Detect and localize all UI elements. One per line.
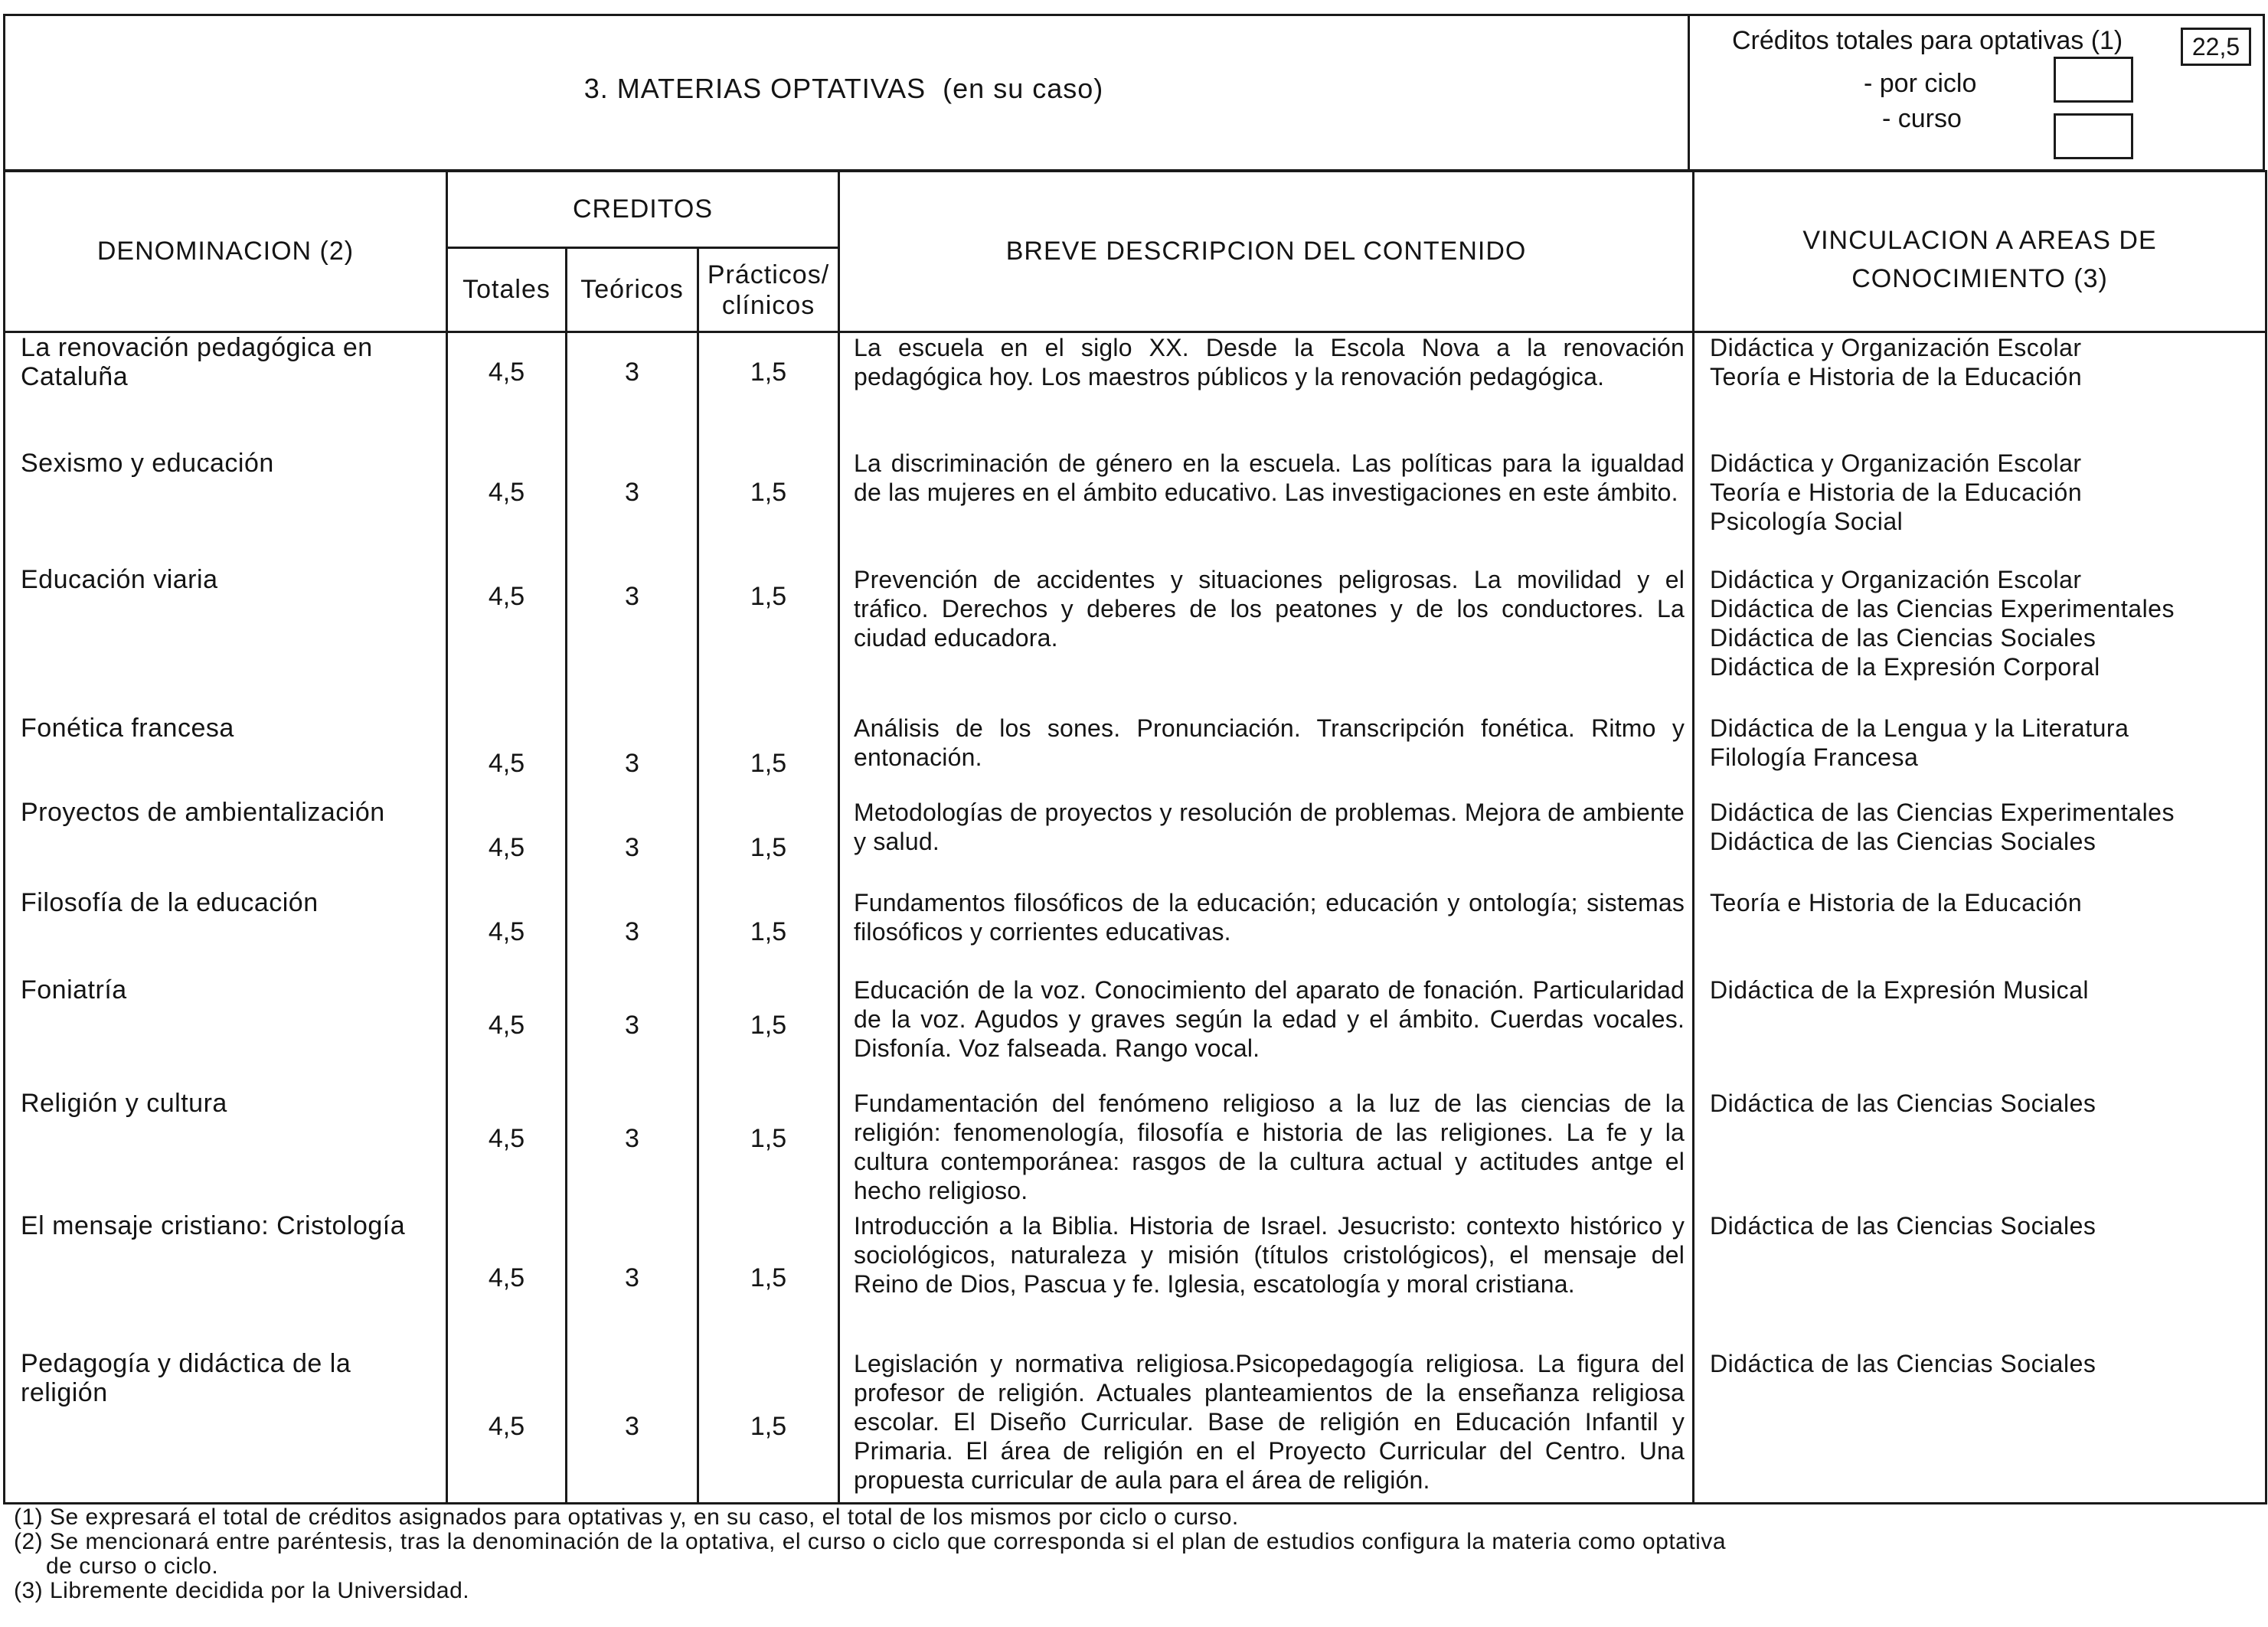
table-row	[5, 714, 2266, 798]
total-credits-box: 22,5	[2181, 28, 2251, 66]
footnote-3: (3) Libremente decidida por la Universidad.	[14, 1578, 470, 1603]
teoricos-cell: 3	[567, 332, 698, 449]
area-item: Didáctica de la Lengua y la Literatura	[1710, 714, 2129, 742]
section-title-note: (en su caso)	[943, 73, 1104, 104]
areas-cell	[1694, 888, 2266, 975]
areas-cell	[1694, 332, 2266, 449]
practicos-cell: 1,5	[698, 975, 839, 1089]
denominacion-cell: El mensaje cristiano: Cristología	[5, 1211, 447, 1349]
practicos-cell: 1,5	[698, 332, 839, 449]
area-item: Teoría e Historia de la Educación	[1710, 478, 2083, 506]
area-item: Psicología Social	[1710, 507, 1904, 535]
footnote-2: (2) Se mencionará entre paréntesis, tras la denominación de la optativa, el curso o ciclo que corresponda si el plan de estudios configura la materia como optativa	[14, 1529, 1727, 1554]
col-practicos-line2: clínicos	[721, 290, 815, 320]
descripcion-cell: Fundamentos filosóficos de la educación; educación y ontología; sistemas filosóficos y corrientes educativas.	[839, 888, 1694, 975]
area-item: Filología Francesa	[1710, 743, 1919, 771]
footnotes	[14, 1505, 2234, 1603]
table-row	[5, 888, 2266, 975]
denominacion-cell: La renovación pedagógica en Cataluña	[5, 332, 447, 449]
table-row	[5, 798, 2266, 888]
col-vinculacion-line2: CONOCIMIENTO (3)	[1851, 263, 2108, 293]
col-descripcion: BREVE DESCRIPCION DEL CONTENIDO	[839, 172, 1694, 332]
area-item: Didáctica de las Ciencias Experimentales	[1710, 798, 2175, 826]
totales-cell: 4,5	[447, 798, 567, 888]
table-row	[5, 332, 2266, 449]
descripcion-cell: La discriminación de género en la escuela. Las políticas para la igualdad de las mujeres en el ámbito educativo. Las investigaciones en este ámbito.	[839, 449, 1694, 565]
totales-cell: 4,5	[447, 1211, 567, 1349]
col-teoricos: Teóricos	[567, 248, 698, 332]
descripcion-cell: La escuela en el siglo XX. Desde la Escola Nova a la renovación pedagógica hoy. Los maestros públicos y la renovación pedagógica.	[839, 332, 1694, 449]
area-item: Didáctica y Organización Escolar	[1710, 334, 2082, 361]
area-item: Teoría e Historia de la Educación	[1710, 363, 2083, 390]
table-row	[5, 449, 2266, 565]
practicos-cell: 1,5	[698, 449, 839, 565]
area-item: Didáctica de las Ciencias Sociales	[1710, 827, 2096, 855]
areas-cell	[1694, 1349, 2266, 1504]
table-row	[5, 565, 2266, 714]
col-vinculacion	[1694, 172, 2266, 332]
practicos-cell: 1,5	[698, 798, 839, 888]
totales-cell: 4,5	[447, 332, 567, 449]
teoricos-cell: 3	[567, 975, 698, 1089]
col-creditos: CREDITOS	[447, 172, 839, 248]
teoricos-cell: 3	[567, 1349, 698, 1504]
col-vinculacion-line1: VINCULACION A AREAS DE	[1802, 225, 2157, 255]
denominacion-cell: Foniatría	[5, 975, 447, 1089]
practicos-cell: 1,5	[698, 1211, 839, 1349]
teoricos-cell: 3	[567, 1211, 698, 1349]
table-body	[5, 332, 2266, 1504]
denominacion-cell: Pedagogía y didáctica de la religión	[5, 1349, 447, 1504]
area-item: Teoría e Historia de la Educación	[1710, 888, 2083, 916]
area-item: Didáctica de las Ciencias Sociales	[1710, 623, 2096, 652]
denominacion-cell: Sexismo y educación	[5, 449, 447, 565]
areas-cell	[1694, 714, 2266, 798]
practicos-cell: 1,5	[698, 1089, 839, 1211]
teoricos-cell: 3	[567, 1089, 698, 1211]
area-item: Didáctica de las Ciencias Sociales	[1710, 1089, 2096, 1117]
col-totales: Totales	[447, 248, 567, 332]
areas-cell	[1694, 798, 2266, 888]
table-row	[5, 1089, 2266, 1211]
teoricos-cell: 3	[567, 798, 698, 888]
practicos-cell: 1,5	[698, 888, 839, 975]
descripcion-cell: Introducción a la Biblia. Historia de Israel. Jesucristo: contexto histórico y sociológicos, naturaleza y misión (títulos cristológicos), el mensaje del Reino de Dios, Pascua y fe. Iglesia, escatología y moral cristiana.	[839, 1211, 1694, 1349]
practicos-cell: 1,5	[698, 565, 839, 714]
total-credits-label: Créditos totales para optativas (1)	[1732, 26, 2123, 55]
totales-cell: 4,5	[447, 449, 567, 565]
descripcion-cell: Metodologías de proyectos y resolución de problemas. Mejora de ambiente y salud.	[839, 798, 1694, 888]
areas-cell	[1694, 1089, 2266, 1211]
curso-box	[2054, 113, 2133, 159]
area-item: Didáctica de la Expresión Corporal	[1710, 652, 2100, 681]
teoricos-cell: 3	[567, 888, 698, 975]
footnote-2-continuation: de curso o ciclo.	[46, 1553, 219, 1579]
areas-cell	[1694, 1211, 2266, 1349]
denominacion-cell: Proyectos de ambientalización	[5, 798, 447, 888]
areas-cell	[1694, 975, 2266, 1089]
denominacion-cell: Religión y cultura	[5, 1089, 447, 1211]
area-item: Didáctica de las Ciencias Sociales	[1710, 1349, 2096, 1377]
denominacion-cell: Filosofía de la educación	[5, 888, 447, 975]
descripcion-cell: Análisis de los sones. Pronunciación. Transcripción fonética. Ritmo y entonación.	[839, 714, 1694, 798]
table-row	[5, 1211, 2266, 1349]
area-item: Didáctica de la Expresión Musical	[1710, 975, 2089, 1004]
area-item: Didáctica de las Ciencias Sociales	[1710, 1211, 2096, 1240]
denominacion-cell: Fonética francesa	[5, 714, 447, 798]
por-ciclo-box	[2054, 57, 2133, 103]
area-item: Didáctica y Organización Escolar	[1710, 565, 2082, 593]
descripcion-cell: Legislación y normativa religiosa.Psicopedagogía religiosa. La figura del profesor de religión. Actuales planteamientos de la enseñanza religiosa escolar. El Diseño Curricular. Base de religión en Educación Infantil y Primaria. El área de religión en el Proyecto Curricular del Centro. Una propuesta curricular de aula para el área de religión.	[839, 1349, 1694, 1504]
totales-cell: 4,5	[447, 565, 567, 714]
practicos-cell: 1,5	[698, 1349, 839, 1504]
por-ciclo-label: - por ciclo	[1864, 69, 1977, 98]
areas-cell	[1694, 565, 2266, 714]
totales-cell: 4,5	[447, 1089, 567, 1211]
header-divider	[1688, 14, 1690, 172]
section-title	[0, 73, 1688, 105]
area-item: Didáctica de las Ciencias Experimentales	[1710, 594, 2175, 622]
teoricos-cell: 3	[567, 714, 698, 798]
teoricos-cell: 3	[567, 565, 698, 714]
denominacion-cell: Educación viaria	[5, 565, 447, 714]
areas-cell	[1694, 449, 2266, 565]
descripcion-cell: Fundamentación del fenómeno religioso a la luz de las ciencias de la religión: fenomenología, filosofía e historia de las religiones. La fe y la cultura contemporánea: rasgos de la cultura actual y actitudes antge el hecho religioso.	[839, 1089, 1694, 1211]
section-title-text: 3. MATERIAS OPTATIVAS	[583, 73, 926, 104]
totales-cell: 4,5	[447, 714, 567, 798]
area-item: Didáctica y Organización Escolar	[1710, 449, 2082, 477]
curso-label: - curso	[1882, 104, 1962, 133]
totales-cell: 4,5	[447, 888, 567, 975]
table-row	[5, 1349, 2266, 1504]
totales-cell: 4,5	[447, 975, 567, 1089]
totales-cell: 4,5	[447, 1349, 567, 1504]
teoricos-cell: 3	[567, 449, 698, 565]
col-practicos-line1: Prácticos/	[707, 260, 830, 289]
descripcion-cell: Educación de la voz. Conocimiento del aparato de fonación. Particularidad de la voz. Agudos y graves según la edad y el ámbito. Cuerdas vocales. Disfonía. Voz falseada. Rango vocal.	[839, 975, 1694, 1089]
col-practicos	[698, 248, 839, 332]
footnote-1: (1) Se expresará el total de créditos asignados para optativas y, en su caso, el total de los mismos por ciclo o curso.	[14, 1504, 1239, 1530]
optativas-table	[3, 170, 2267, 1504]
col-denominacion: DENOMINACION (2)	[5, 172, 447, 332]
descripcion-cell: Prevención de accidentes y situaciones peligrosas. La movilidad y el tráfico. Derechos y deberes de los peatones y de los conductores. La ciudad educadora.	[839, 565, 1694, 714]
table-row	[5, 975, 2266, 1089]
practicos-cell: 1,5	[698, 714, 839, 798]
